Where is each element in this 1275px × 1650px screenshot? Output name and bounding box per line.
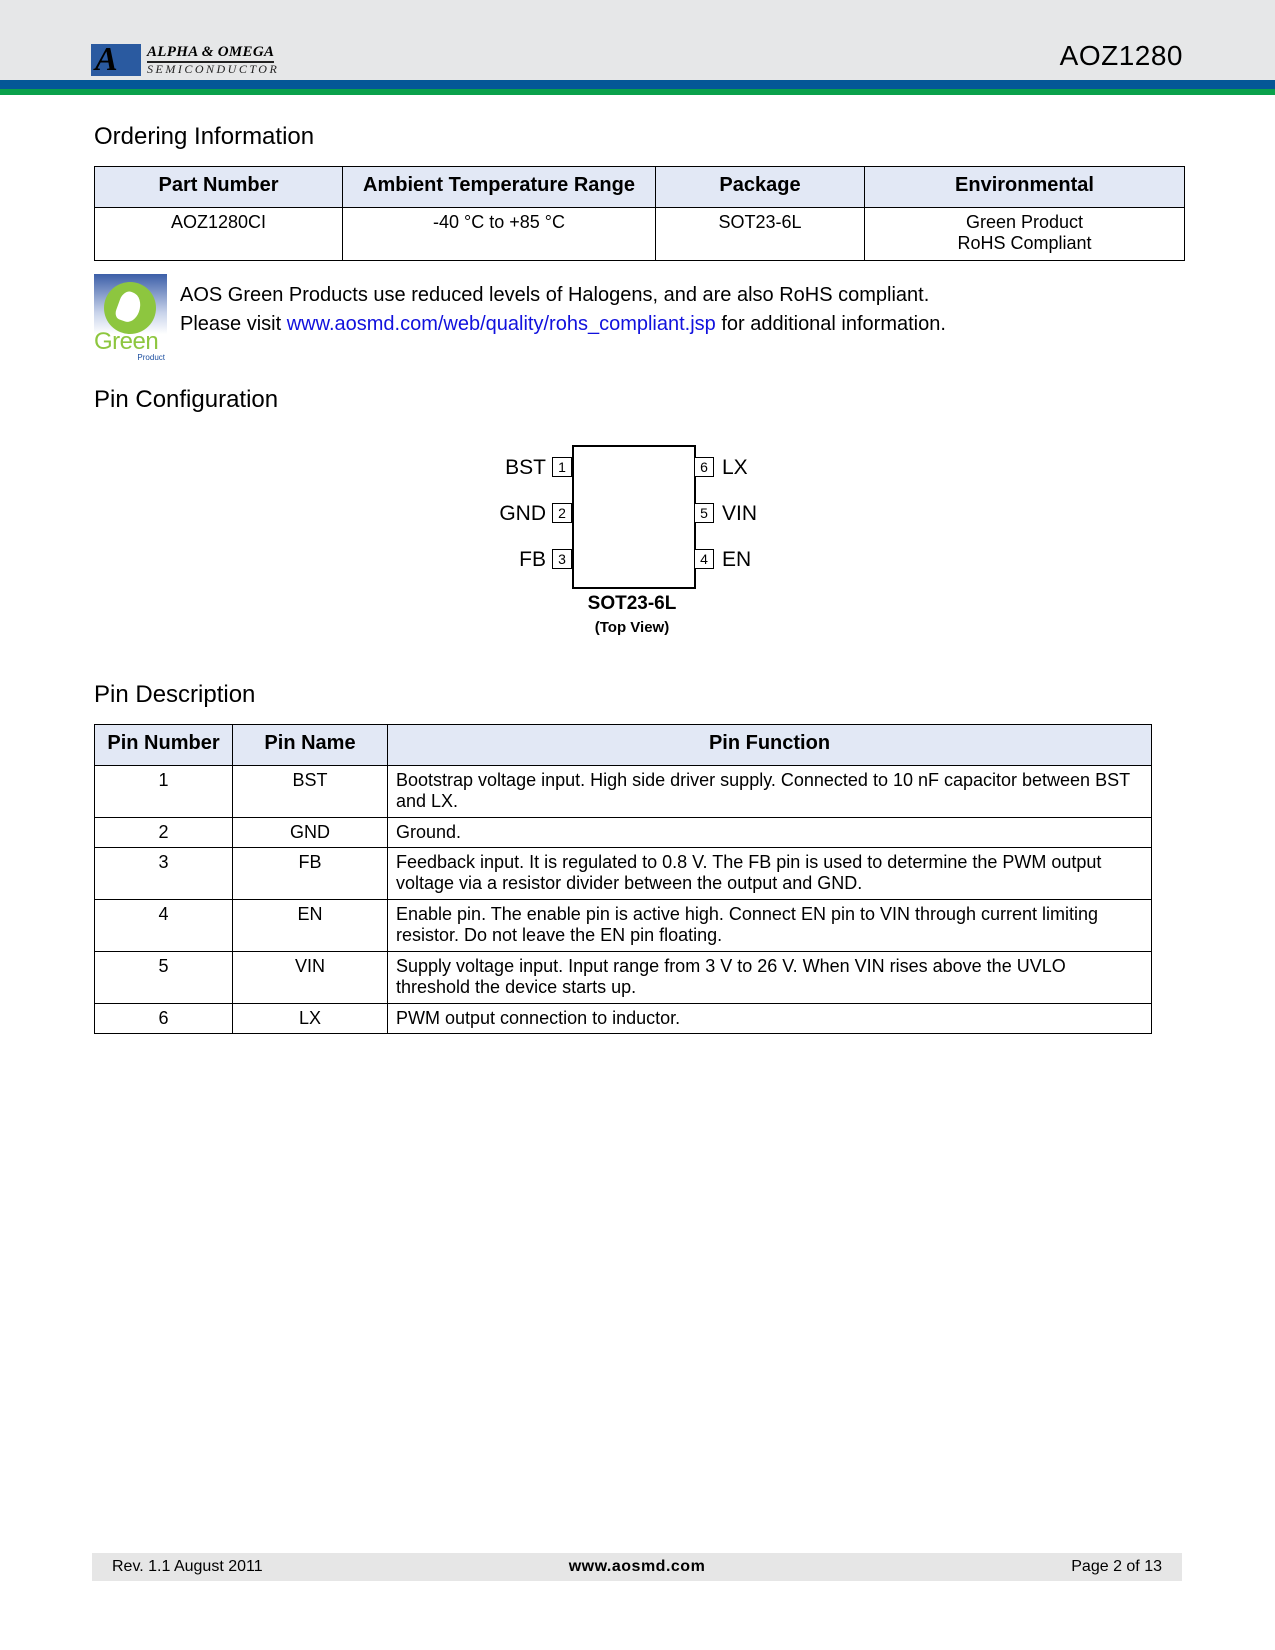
table-row [95, 848, 1152, 900]
company-subtitle: SEMICONDUCTOR [147, 62, 280, 76]
table-row [95, 900, 1152, 952]
pin-description-table [94, 724, 1152, 1034]
pin-name-cell: VIN [233, 952, 388, 1004]
pin-name-cell: LX [233, 1004, 388, 1034]
temp-range-cell: -40 °C to +85 °C [343, 208, 656, 261]
company-logo [91, 44, 291, 78]
view-label: (Top View) [594, 619, 670, 636]
pin-function-cell: Enable pin. The enable pin is active high. Connect EN pin to VIN through current limiting resistor. Do not leave the EN pin floating. [388, 900, 1152, 952]
pin-number-cell: 1 [95, 766, 233, 818]
table-header-row [95, 725, 1152, 766]
pin-label-bst: BST [505, 456, 546, 479]
rohs-link[interactable]: www.aosmd.com/web/quality/rohs_compliant.jsp [286, 313, 716, 335]
green-note-line2: Please visit www.aosmd.com/web/quality/rohs_compliant.jsp for additional information. [180, 313, 946, 335]
pin-number-cell: 6 [95, 1004, 233, 1034]
pin-label-gnd: GND [499, 502, 546, 525]
pin-description-title: Pin Description [94, 681, 256, 708]
pin-config-title: Pin Configuration [94, 386, 279, 413]
pin-5-box: 5 [694, 503, 714, 523]
pin-name-cell: EN [233, 900, 388, 952]
pin-label-lx: LX [722, 456, 748, 479]
pin-2-box: 2 [552, 503, 572, 523]
column-header: Pin Number [95, 725, 233, 766]
pin-3-box: 3 [552, 549, 572, 569]
ordering-info-title: Ordering Information [94, 123, 315, 150]
header-green-stripe [0, 89, 1275, 95]
column-header: Part Number [95, 167, 343, 208]
revision-text: Rev. 1.1 August 2011 [112, 1558, 263, 1575]
pin-name-cell: GND [233, 818, 388, 848]
pin-name-cell: FB [233, 848, 388, 900]
pin-function-cell: PWM output connection to inductor. [388, 1004, 1152, 1034]
part-number-cell: AOZ1280CI [95, 208, 343, 261]
globe-icon [104, 282, 156, 334]
logo-mark-icon: A [91, 44, 141, 76]
page-footer [92, 1553, 1182, 1581]
column-header: Ambient Temperature Range [343, 167, 656, 208]
table-row [95, 952, 1152, 1004]
column-header: Pin Name [233, 725, 388, 766]
table-row [95, 208, 1185, 261]
table-header-row [95, 167, 1185, 208]
package-cell: SOT23-6L [656, 208, 865, 261]
pin-function-cell: Supply voltage input. Input range from 3 V to 26 V. When VIN rises above the UVLO threshold the device starts up. [388, 952, 1152, 1004]
pin-function-cell: Feedback input. It is regulated to 0.8 V. The FB pin is used to determine the PWM output voltage via a resistor divider between the output and GND. [388, 848, 1152, 900]
pin-label-en: EN [722, 548, 752, 571]
pin-number-cell: 5 [95, 952, 233, 1004]
chip-package-body [572, 445, 696, 589]
green-note-line1: AOS Green Products use reduced levels of Halogens, and are also RoHS compliant. [180, 284, 930, 306]
page-number: Page 2 of 13 [1071, 1558, 1162, 1575]
column-header: Pin Function [388, 725, 1152, 766]
pin-name-cell: BST [233, 766, 388, 818]
pin-4-box: 4 [694, 549, 714, 569]
pin-label-vin: VIN [722, 502, 758, 525]
table-row [95, 1004, 1152, 1034]
column-header: Package [656, 167, 865, 208]
pin-number-cell: 2 [95, 818, 233, 848]
pin-function-cell: Ground. [388, 818, 1152, 848]
pin-label-fb: FB [519, 548, 546, 571]
table-row [95, 766, 1152, 818]
company-name: ALPHA & OMEGA [147, 44, 274, 63]
pin-function-cell: Bootstrap voltage input. High side driver supply. Connected to 10 nF capacitor between BST and LX. [388, 766, 1152, 818]
pin-1-box: 1 [552, 457, 572, 477]
pin-number-cell: 3 [95, 848, 233, 900]
ordering-table [94, 166, 1185, 261]
pin-6-box: 6 [694, 457, 714, 477]
package-label: SOT23-6L [587, 593, 677, 614]
table-row [95, 818, 1152, 848]
column-header: Environmental [865, 167, 1185, 208]
document-id: AOZ1280 [1059, 40, 1183, 71]
pin-number-cell: 4 [95, 900, 233, 952]
footer-website: www.aosmd.com [568, 1558, 706, 1575]
header-blue-stripe [0, 80, 1275, 89]
environmental-cell: Green Product RoHS Compliant [865, 208, 1185, 261]
green-product-logo: Green Product [94, 274, 167, 360]
